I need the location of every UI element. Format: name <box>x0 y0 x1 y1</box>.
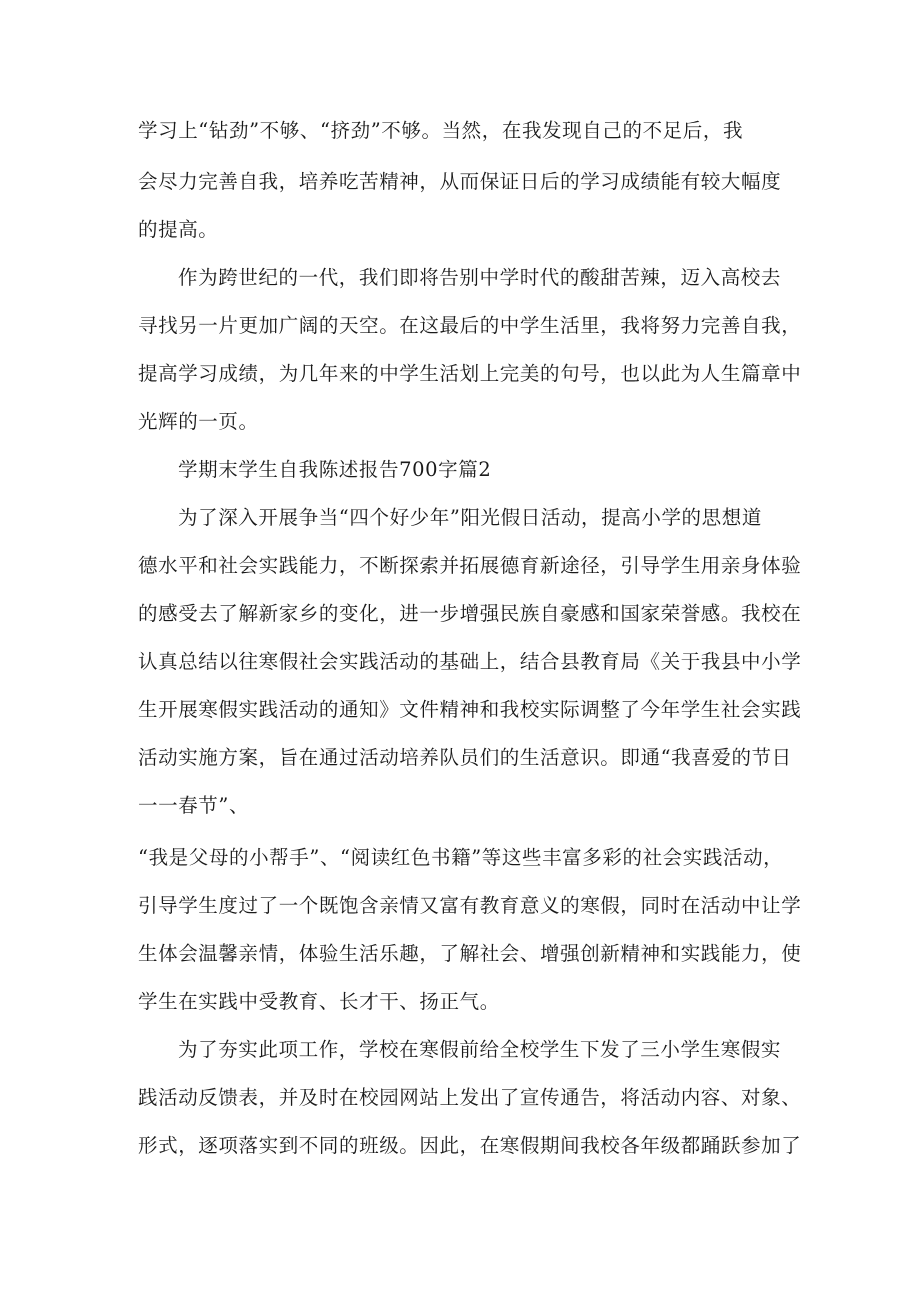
text-line: 学习上“钻劲”不够、“挤劲”不够。当然，在我发现自己的不足后，我 <box>138 119 744 142</box>
text-line: 活动实施方案，旨在通过活动培养队员们的生活意识。即通“我喜爱的节日 <box>138 746 792 769</box>
text-line: 引导学生度过了一个既饱含亲情又富有教育意义的寒假，同时在活动中让学 <box>138 894 802 917</box>
text-line: “我是父母的小帮手”、“阅读红色书籍”等这些丰富多彩的社会实践活动， <box>138 846 784 869</box>
text-line: 形式，逐项落实到不同的班级。因此，在寒假期间我校各年级都踊跃参加了 <box>138 1134 802 1157</box>
text-line: 认真总结以往寒假社会实践活动的基础上，结合县教育局《关于我县中小学 <box>138 650 802 673</box>
section-heading: 学期末学生自我陈述报告700字篇2 <box>178 458 492 481</box>
text-line: 会尽力完善自我，培养吃苦精神，从而保证日后的学习成绩能有较大幅度 <box>138 170 782 193</box>
text-line: 为了夯实此项工作，学校在寒假前给全校学生下发了三小学生寒假实 <box>178 1038 782 1061</box>
text-line: 德水平和社会实践能力，不断探索并拓展德育新途径，引导学生用亲身体验 <box>138 554 802 577</box>
text-line: 光辉的一页。 <box>138 410 259 433</box>
text-line: 提高学习成绩，为几年来的中学生活划上完美的句号，也以此为人生篇章中 <box>138 362 802 385</box>
text-line: 生体会温馨亲情，体验生活乐趣，了解社会、增强创新精神和实践能力，使 <box>138 942 802 965</box>
text-line: 为了深入开展争当“四个好少年”阳光假日活动，提高小学的思想道 <box>178 506 762 529</box>
text-line: 的感受去了解新家乡的变化，进一步增强民族自豪感和国家荣誉感。我校在 <box>138 602 802 625</box>
text-line: 一一春节”、 <box>138 794 250 817</box>
text-line: 践活动反馈表，并及时在校园网站上发出了宣传通告，将活动内容、对象、 <box>138 1086 802 1109</box>
text-line: 的提高。 <box>138 218 219 241</box>
text-line: 生开展寒假实践活动的通知》文件精神和我校实际调整了今年学生社会实践 <box>138 698 802 721</box>
text-line: 寻找另一片更加广阔的天空。在这最后的中学生活里，我将努力完善自我， <box>138 314 802 337</box>
text-line: 学生在实践中受教育、长才干、扬正气。 <box>138 990 500 1013</box>
text-line: 作为跨世纪的一代，我们即将告别中学时代的酸甜苦辣，迈入高校去 <box>178 266 782 289</box>
